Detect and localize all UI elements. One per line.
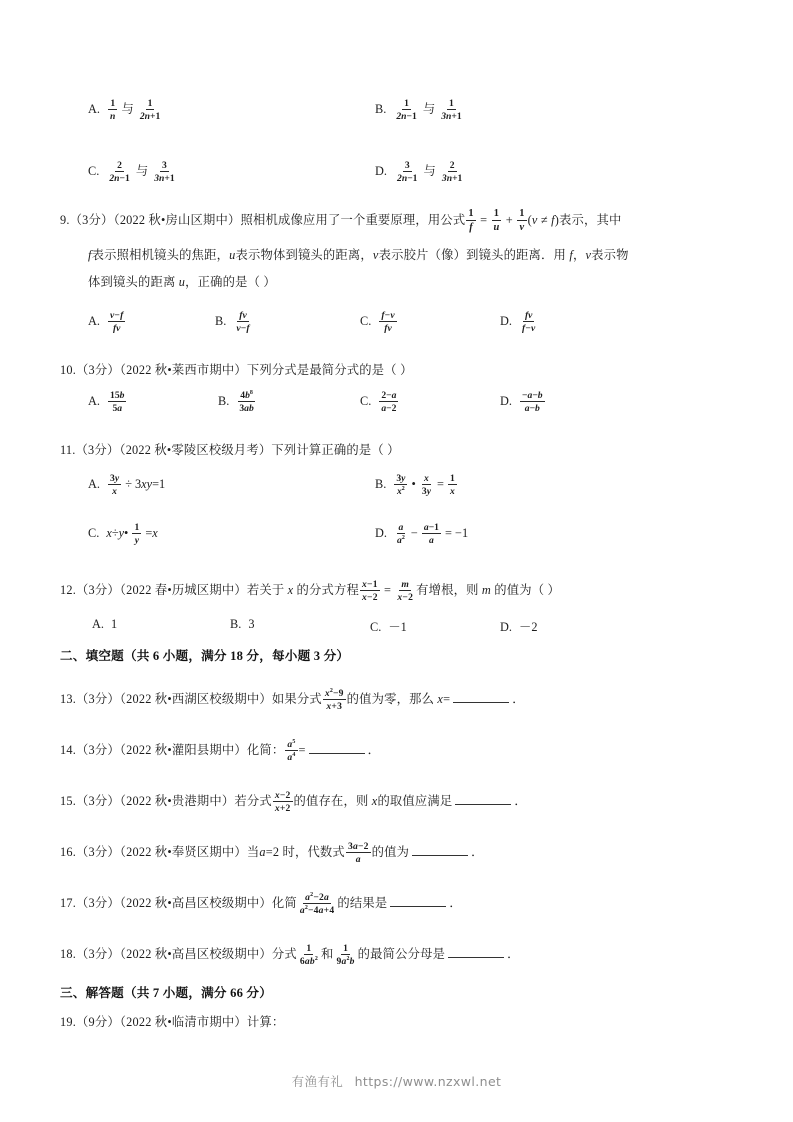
- q9-option-b-den: v−f: [236, 322, 250, 334]
- q12-stem: 12.（3分）（2022 春•历城区期中）若关于 x 的分式方程 $\frac{x-1}{x-2}$ = $\frac{m}{x-2}$ 有增根，则 m 的值为（ ）: [60, 578, 560, 603]
- q12-option-a-label: A.: [92, 617, 104, 631]
- q15-body-2: 的值存在，则: [293, 794, 369, 808]
- q18-number: 18.: [60, 947, 76, 961]
- q15-stem: 15.（3分）（2022 秋•贵港期中）若分式 $\frac{x-2}{x+2}$ 的值存在，则 x的取值应满足 ．: [60, 789, 527, 814]
- q16-source: （2022 秋•奉贤区期中）: [119, 845, 247, 859]
- q13-body-2: 的值为零，那么: [346, 692, 435, 706]
- q12-body-2: 的分式方程: [296, 583, 360, 597]
- q8-option-d-frac1: $\frac{3}{2n-1}$: [397, 159, 418, 184]
- q9-line2-c: 表示胶片（像）到镜头的距离．用: [378, 248, 567, 262]
- q9-option-c-frac: [379, 310, 396, 334]
- q16-frac: $\frac{3a-2}{a}$: [347, 840, 369, 865]
- q8-option-c: [88, 160, 178, 184]
- q12-option-b-label: B.: [230, 617, 242, 631]
- q8-option-d-conj: 与: [423, 163, 436, 178]
- q18-body-3: 的最简公分母是: [357, 947, 446, 961]
- q11-option-c: C. x÷y• $\frac{1}{y}$ =x: [88, 521, 158, 546]
- q11-option-a-frac: $\frac{3y}{x}$: [110, 472, 120, 497]
- q15-body-3: 的取值应满足: [377, 794, 453, 808]
- q15-frac: $\frac{x-2}{x+2}$: [274, 789, 291, 814]
- q17-body-2: 的结果是: [337, 896, 388, 910]
- q11-option-a: A. $\frac{3y}{x}$ ÷ 3xy=1: [88, 472, 166, 497]
- footer-url: https://www.nzxwl.net: [354, 1074, 502, 1089]
- q11-option-d-frac1: $\frac{a}{a^2}$: [397, 521, 405, 546]
- q16-score: （3分）: [75, 845, 120, 859]
- q11-option-d-frac2: $\frac{a-1}{a}$: [423, 521, 439, 546]
- q8-option-d-label: D.: [375, 163, 387, 178]
- q9-option-b-label: B.: [215, 313, 227, 328]
- q10-body: 下列分式是最简分式的是（ ）: [246, 363, 413, 377]
- q14-source: （2022 秋•灌阳县期中）: [119, 743, 247, 757]
- q9-line2-b: 表示物体到镜头的距离，: [235, 248, 373, 262]
- q9-option-a-den: fv: [112, 322, 121, 334]
- q10-option-b: [218, 390, 257, 414]
- q8-option-b-conj: 与: [422, 101, 436, 116]
- q12-option-d-value: －2: [519, 620, 538, 634]
- q8-option-b-frac1: $\frac{1}{2n-1}$: [396, 97, 417, 122]
- q17-answer-blank[interactable]: [390, 894, 446, 907]
- q14-frac: $\frac{a^5}{a^4}$: [287, 738, 296, 763]
- q17-body-1: 化简: [271, 896, 297, 910]
- q9-option-c-label: C.: [360, 313, 372, 328]
- q12-option-c-label: C.: [370, 620, 382, 634]
- q9-line3-a: 体到镜头的距离: [88, 275, 176, 289]
- q12-option-c-value: －1: [388, 620, 407, 634]
- q15-source: （2022 秋•贵港期中）: [119, 794, 235, 808]
- q16-body-3: 的值为: [371, 845, 410, 859]
- q13-source: （2022 秋•西湖区校级期中）: [119, 692, 272, 706]
- q12-option-a: [92, 617, 117, 632]
- q14-body-2: =: [298, 743, 306, 757]
- q17-source: （2022 秋•高昌区校级期中）: [119, 896, 272, 910]
- q11-option-d: D. $\frac{a}{a^2}$ − $\frac{a-1}{a}$ = −1: [375, 521, 469, 546]
- q10-option-a-label: A.: [88, 393, 100, 408]
- q8-option-c-frac2: $\frac{3}{3n+1}$: [154, 159, 175, 184]
- q9-option-d-frac: [520, 310, 537, 334]
- q11-option-c-label: C.: [88, 525, 100, 540]
- q12-option-a-value: 1: [111, 617, 118, 631]
- q14-score: （3分）: [75, 743, 120, 757]
- q9-option-a-num: v−f: [110, 309, 124, 321]
- q10-option-a-frac: $\frac{15b}{5a}$: [110, 389, 125, 414]
- q14-tail: ．: [367, 743, 381, 757]
- q10-option-a: [88, 390, 127, 414]
- q12-option-d-label: D.: [500, 620, 512, 634]
- q11-option-b-frac2: $\frac{x}{3y}$: [421, 472, 431, 497]
- q9-line2-a: 表示照相机镜头的焦距，: [91, 248, 230, 262]
- q13-score: （3分）: [75, 692, 120, 706]
- q17-stem: [60, 891, 462, 916]
- q15-tail: ．: [514, 794, 527, 808]
- q18-answer-blank[interactable]: [448, 945, 504, 958]
- q9-body-1: 照相机成像应用了一个重要原理，用公式: [240, 213, 466, 227]
- q10-score: （3分）: [75, 363, 120, 377]
- q10-option-c-label: C.: [360, 393, 372, 408]
- q18-body-2: 和: [321, 947, 334, 961]
- q13-stem: 13.（3分）（2022 秋•西湖区校级期中）如果分式 $\frac{x^2-9}{x+3}$ 的值为零，那么 x= ．: [60, 687, 525, 712]
- q9-stem-line2: f表示照相机镜头的焦距，u表示物体到镜头的距离，v表示胶片（像）到镜头的距离．用 f，v表示物: [88, 248, 629, 262]
- q17-tail: ．: [449, 896, 462, 910]
- q9-line2-d: 表示物: [591, 248, 629, 262]
- q16-answer-blank[interactable]: [412, 843, 468, 856]
- q10-option-d-label: D.: [500, 393, 512, 408]
- q12-body-3: 有增根，则: [416, 583, 479, 597]
- q8-option-c-label: C.: [88, 163, 100, 178]
- q9-formula-term1: $\frac{1}{u}$: [493, 207, 500, 233]
- q12-body-1: 若关于: [246, 583, 285, 597]
- q10-option-c: [360, 390, 399, 414]
- q11-source: （2022 秋•零陵区校级月考）: [119, 443, 272, 457]
- q17-frac: $\frac{a^2-2a}{a^2-4a+4}$: [299, 891, 335, 916]
- q18-body-1: 分式: [271, 947, 297, 961]
- q9-source: （2022 秋•房山区期中）: [113, 213, 241, 227]
- q16-body-2: =2 时，代数式: [265, 845, 345, 859]
- footer-brand: 有渔有礼: [291, 1074, 344, 1089]
- q19-number: 19.: [60, 1015, 76, 1029]
- q9-option-c-num: f−v: [381, 309, 395, 321]
- q16-body-1: 当: [246, 845, 260, 859]
- q10-number: 10.: [60, 363, 76, 377]
- q11-body: 下列计算正确的是（ ）: [271, 443, 400, 457]
- q18-frac1: $\frac{1}{6ab^2}$: [299, 942, 318, 967]
- q12-eq-lhs: $\frac{x-1}{x-2}$: [362, 578, 378, 603]
- q9-option-b-frac: [234, 310, 251, 334]
- q8-option-b-label: B.: [375, 101, 387, 116]
- q12-option-d: [500, 617, 538, 635]
- q9-option-c: [360, 310, 398, 334]
- q11-option-b-frac3: $\frac{1}{x}$: [450, 472, 455, 497]
- q11-number: 11.: [60, 443, 76, 457]
- q8-option-c-frac1: $\frac{2}{2n-1}$: [109, 159, 130, 184]
- q8-option-c-conj: 与: [135, 163, 149, 178]
- q12-source: （2022 春•历城区期中）: [119, 583, 247, 597]
- q13-body-3: =: [443, 692, 451, 706]
- q8-option-b-frac2: $\frac{1}{3n+1}$: [441, 97, 462, 122]
- q8-option-d-frac2: $\frac{2}{3n+1}$: [441, 159, 463, 184]
- q9-option-d-num: fv: [524, 309, 533, 321]
- q13-number: 13.: [60, 692, 76, 706]
- q12-eq-rhs: $\frac{m}{x-2}$: [397, 578, 414, 603]
- q8-option-a-frac2: $\frac{1}{2n+1}$: [139, 97, 161, 122]
- q9-option-d: [500, 310, 538, 334]
- q14-body-1: 化简：: [246, 743, 285, 757]
- q10-option-b-frac: $\frac{4b^8}{3ab}$: [239, 389, 254, 414]
- q14-stem: [60, 738, 380, 763]
- q9-formula-lhs: $\frac{1}{f}$: [468, 207, 474, 233]
- q18-score: （3分）: [75, 947, 120, 961]
- q15-score: （3分）: [75, 794, 120, 808]
- q18-tail: ．: [507, 947, 520, 961]
- q9-option-c-den: fv: [384, 322, 392, 334]
- q9-number: 9.: [60, 213, 70, 227]
- q9-line3-b: ，正确的是（ ）: [185, 275, 276, 289]
- q11-option-b-frac1: $\frac{3y}{x^2}$: [396, 472, 406, 497]
- q18-frac2: $\frac{1}{9a^2b}$: [336, 942, 355, 967]
- q8-option-a-label: A.: [88, 101, 100, 116]
- q9-option-d-label: D.: [500, 313, 512, 328]
- q14-number: 14.: [60, 743, 76, 757]
- q8-option-a-frac1: $\frac{1}{n}$: [110, 97, 116, 122]
- q10-option-d: [500, 390, 546, 414]
- q19-body: 计算：: [246, 1015, 285, 1029]
- q9-option-a-label: A.: [88, 313, 100, 328]
- q16-stem: 16.（3分）（2022 秋•奉贤区期中）当a=2 时，代数式 $\frac{3a-2}{a}$ 的值为 ．: [60, 840, 484, 865]
- q17-number: 17.: [60, 896, 76, 910]
- q19-source: （2022 秋•临清市期中）: [119, 1015, 247, 1029]
- q12-score: （3分）: [75, 583, 120, 597]
- q9-option-d-den: f−v: [522, 322, 536, 334]
- q14-answer-blank[interactable]: [309, 741, 365, 754]
- q13-tail: ．: [512, 692, 525, 706]
- q12-option-b-value: 3: [248, 617, 255, 631]
- q8-option-a-conj: 与: [121, 101, 134, 116]
- q15-number: 15.: [60, 794, 76, 808]
- q10-source: （2022 秋•莱西市期中）: [119, 363, 247, 377]
- q9-option-a-frac: [108, 310, 125, 334]
- footer-watermark: [0, 1072, 793, 1090]
- q9-stem-line3: 体到镜头的距离 u，正确的是（ ）: [88, 275, 276, 289]
- q9-option-a: [88, 310, 126, 334]
- q12-body-4: 的值为（ ）: [494, 583, 560, 597]
- q10-option-b-label: B.: [218, 393, 230, 408]
- q12-option-c: [370, 617, 407, 635]
- q11-option-d-label: D.: [375, 525, 387, 540]
- q17-score: （3分）: [75, 896, 120, 910]
- q10-option-c-frac: $\frac{2-a}{a-2}$: [381, 389, 397, 414]
- q13-body-1: 如果分式: [271, 692, 322, 706]
- q10-stem: [60, 358, 413, 383]
- q19-score: （9分）: [75, 1015, 120, 1029]
- q16-number: 16.: [60, 845, 76, 859]
- q9-option-b-num: fv: [239, 309, 247, 321]
- q11-option-b-label: B.: [375, 476, 387, 491]
- q8-option-d: [375, 160, 465, 184]
- q15-body-1: 若分式: [234, 794, 272, 808]
- q19-stem: [60, 1010, 284, 1035]
- section-3-heading: 三、解答题（共 7 小题，满分 66 分）: [60, 986, 272, 1000]
- q9-body-2: 表示，其中: [558, 213, 622, 227]
- q9-score: （3分）: [69, 213, 114, 227]
- q9-stem-line1: 9.（3分）（2022 秋•房山区期中）照相机成像应用了一个重要原理，用公式 $\frac{1}{f}$ = $\frac{1}{u}$ + $\frac{1}{v}$ (v ≠ f)表示，其中: [60, 207, 622, 233]
- q11-option-b: B. $\frac{3y}{x^2}$ • $\frac{x}{3y}$ = $\frac{1}{x}$: [375, 472, 455, 497]
- q13-answer-blank[interactable]: [453, 690, 509, 703]
- section-2-heading: 二、填空题（共 6 小题，满分 18 分，每小题 3 分）: [60, 649, 350, 663]
- q10-option-d-frac: $\frac{-a-b}{a-b}$: [522, 389, 543, 414]
- q12-option-b: [230, 617, 255, 632]
- q11-option-a-label: A.: [88, 476, 100, 491]
- q11-option-c-frac: $\frac{1}{y}$: [134, 521, 140, 546]
- q13-frac: $\frac{x^2-9}{x+3}$: [324, 687, 344, 712]
- q12-number: 12.: [60, 583, 76, 597]
- q11-score: （3分）: [75, 443, 120, 457]
- q16-tail: ．: [471, 845, 484, 859]
- q18-source: （2022 秋•高昌区校级期中）: [119, 947, 272, 961]
- q11-stem: [60, 438, 400, 463]
- q15-answer-blank[interactable]: [455, 792, 511, 805]
- q9-option-b: [215, 310, 253, 334]
- q8-option-b: [375, 98, 465, 122]
- q9-formula-term2: $\frac{1}{v}$: [519, 207, 525, 233]
- q18-stem: [60, 942, 520, 967]
- q8-option-a: [88, 98, 163, 122]
